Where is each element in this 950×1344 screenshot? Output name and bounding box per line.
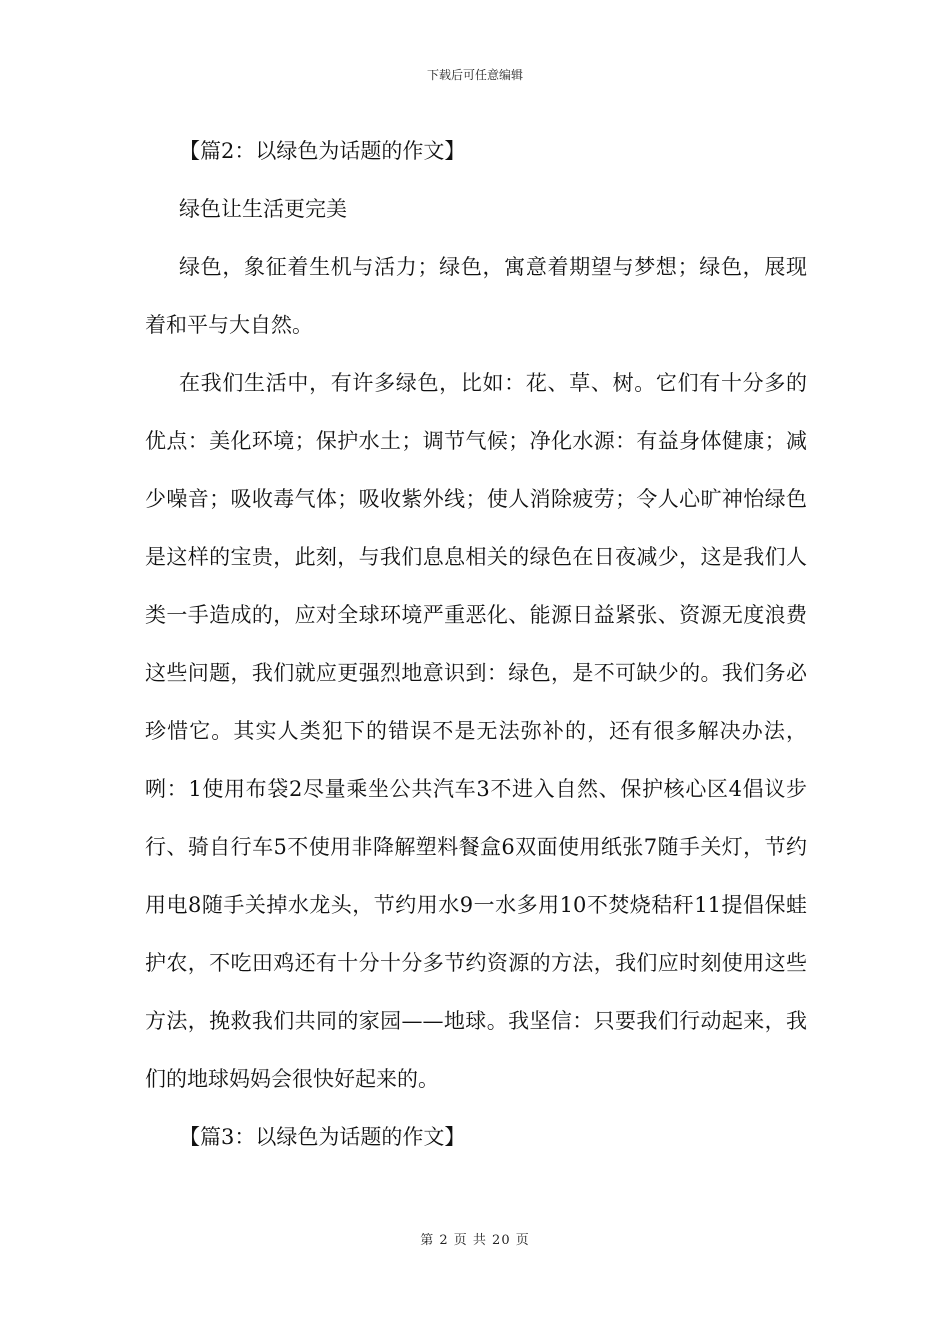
section-heading-3: 【篇3：以绿色为话题的作文】 (179, 1125, 466, 1149)
paragraph-1: 绿色，象征着生机与活力；绿色，寓意着期望与梦想；绿色，展现着和平与大自然。 (145, 255, 807, 337)
page-footer: 第 2 页 共 20 页 (420, 1233, 530, 1248)
essay-title: 绿色让生活更完美 (179, 197, 347, 221)
section-heading-2: 【篇2：以绿色为话题的作文】 (179, 139, 466, 163)
paragraph-2: 在我们生活中，有许多绿色，比如：花、草、树。它们有十分多的优点：美化环境；保护水土；调节气候；净化水源：有益身体健康；减少噪音；吸收毒气体；吸收紫外线；使人消除疲劳；令人心旷神怡绿色是这样的宝贵，此刻，与我们息息相关的绿色在日夜减少，这是我们人类一手造成的，应对全球环境严重恶化、能源日益紧张、资源无度浪费这些问题，我们就应更强烈地意识到：绿色，是不可缺少的。我们务必珍惜它。其实人类犯下的错误不是无法弥补的，还有很多解决办法，咧：1使用布袋2尽量乘坐公共汽车3不进入自然、保护核心区4倡议步行、骑自行车5不使用非降解塑料餐盒6双面使用纸张7随手关灯，节约用电8随手关掉水龙头，节约用水9一水多用10不焚烧秸秆11提倡保蛙护农，不吃田鸡还有十分十分多节约资源的方法，我们应时刻使用这些方法，挽救我们共同的家园——地球。我坚信：只要我们行动起来，我们的地球妈妈会很快好起来的。 (145, 371, 807, 1091)
document-body (145, 122, 807, 1166)
page-header: 下载后可任意编辑 (426, 68, 523, 82)
